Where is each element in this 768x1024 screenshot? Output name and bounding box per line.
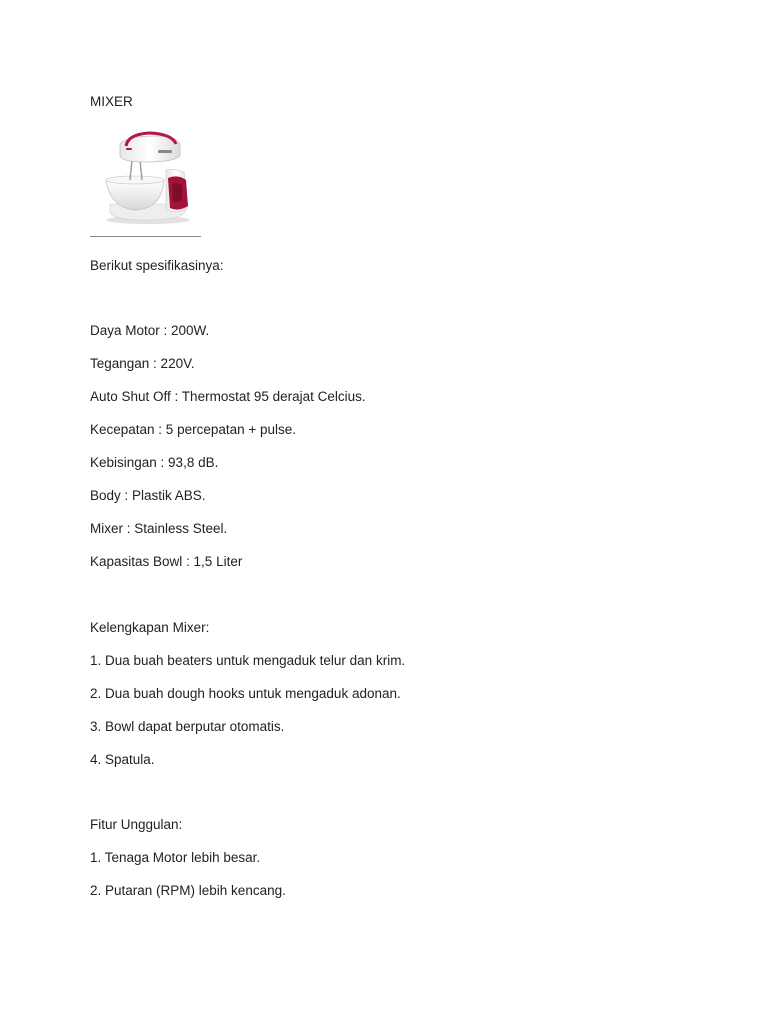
accessories-heading: Kelengkapan Mixer: <box>90 620 210 635</box>
features-heading: Fitur Unggulan: <box>90 817 183 832</box>
spec-item: Kapasitas Bowl : 1,5 Liter <box>90 554 243 569</box>
spec-item: Tegangan : 220V. <box>90 356 195 371</box>
accessory-item: 3. Bowl dapat berputar otomatis. <box>90 719 285 734</box>
accessory-item: 2. Dua buah dough hooks untuk mengaduk adonan. <box>90 686 401 701</box>
spec-item: Body : Plastik ABS. <box>90 488 206 503</box>
accessory-item: 1. Dua buah beaters untuk mengaduk telur dan krim. <box>90 653 406 668</box>
feature-item: 1. Tenaga Motor lebih besar. <box>90 850 261 865</box>
accessory-item: 4. Spatula. <box>90 752 155 767</box>
spec-item: Kebisingan : 93,8 dB. <box>90 455 219 470</box>
spec-item: Mixer : Stainless Steel. <box>90 521 228 536</box>
spec-intro: Berikut spesifikasinya: <box>90 258 224 273</box>
document-title: MIXER <box>90 94 133 109</box>
spec-item: Daya Motor : 200W. <box>90 323 210 338</box>
feature-item: 2. Putaran (RPM) lebih kencang. <box>90 883 286 898</box>
mixer-product-image <box>96 130 196 226</box>
image-underline-divider <box>90 236 201 237</box>
spec-item: Auto Shut Off : Thermostat 95 derajat Celcius. <box>90 389 366 404</box>
spec-item: Kecepatan : 5 percepatan + pulse. <box>90 422 297 437</box>
